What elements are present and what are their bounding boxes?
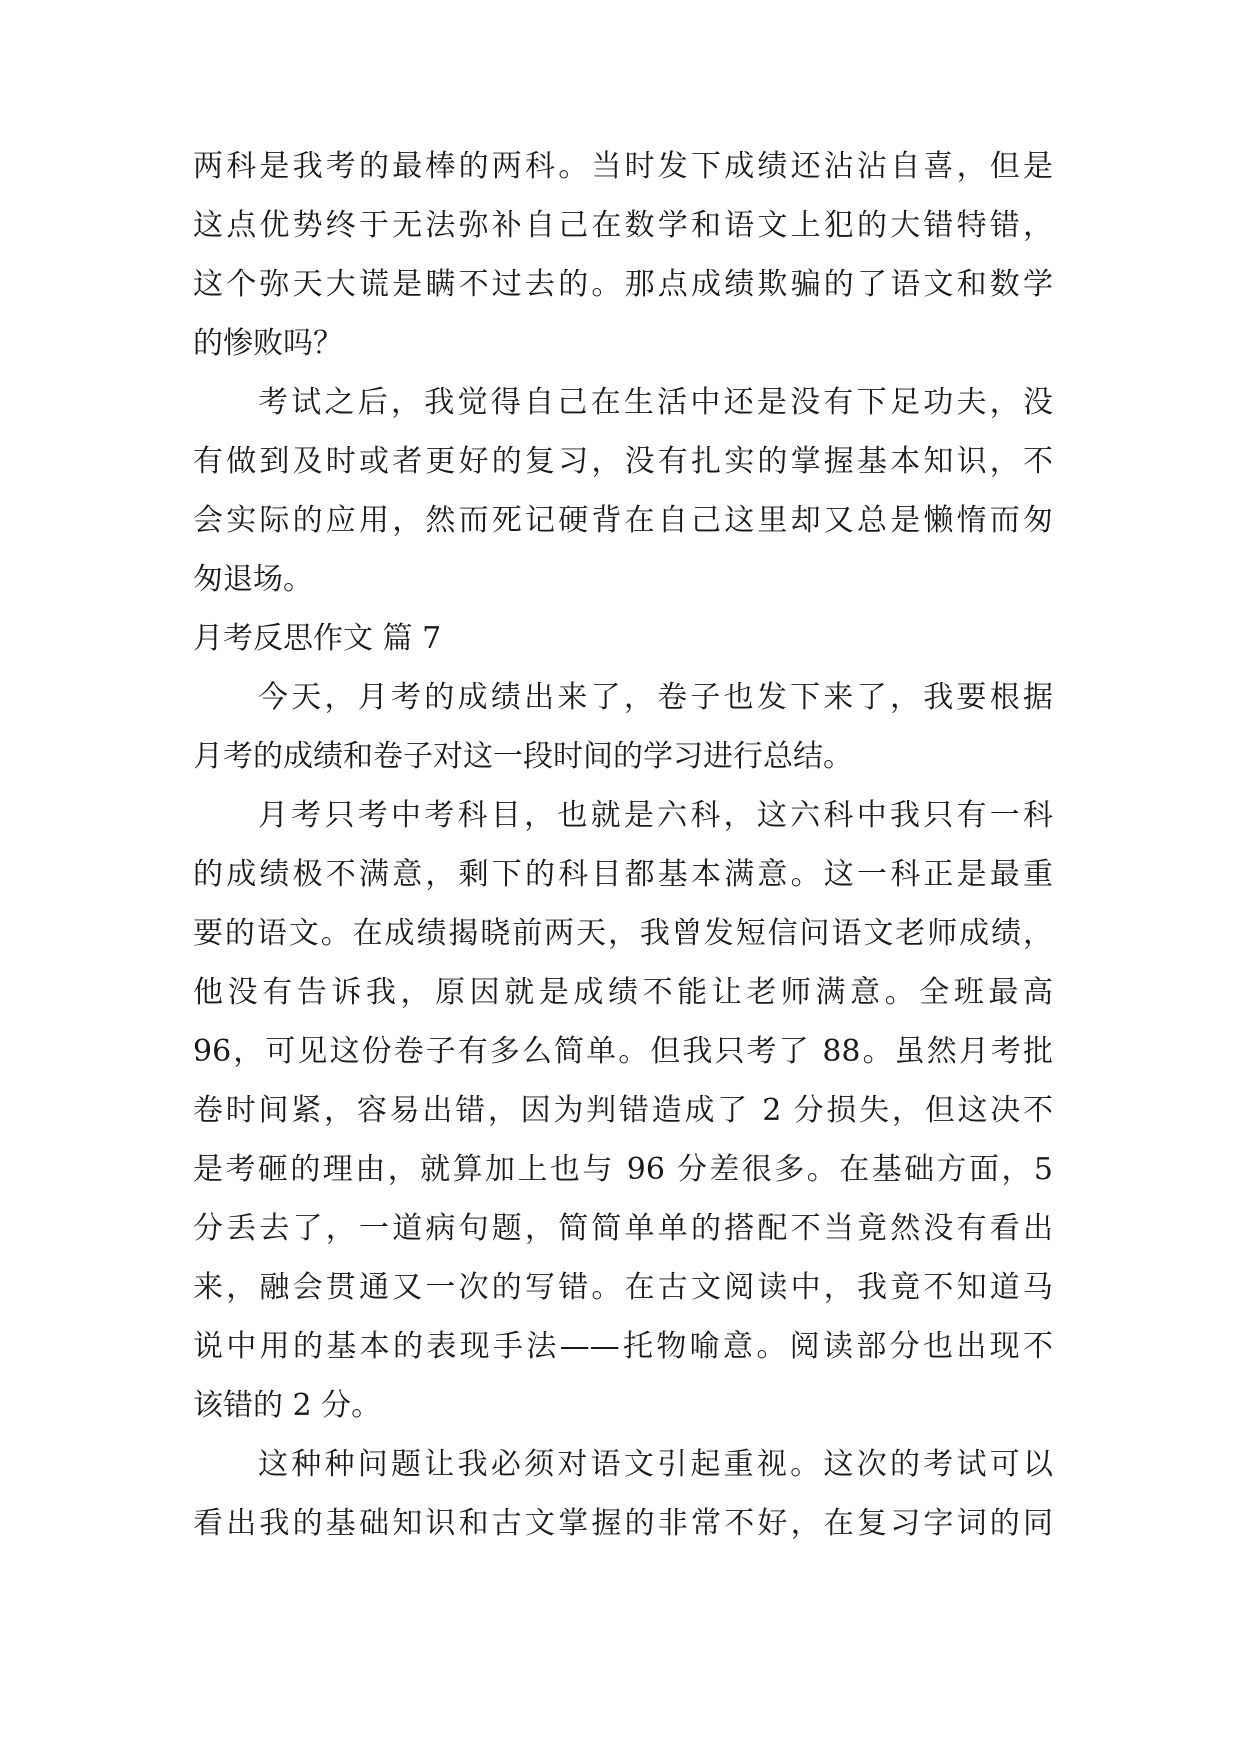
text-line: 的惨败吗？ — [193, 326, 343, 361]
text-line: 说中用的基本的表现手法——托物喻意。阅读部分也出现不 — [193, 1329, 1053, 1364]
text-line: 该错的 2 分。 — [193, 1388, 382, 1423]
text-line: 是考砸的理由，就算加上也与 96 分差很多。在基础方面，5 — [193, 1152, 1053, 1187]
paragraph-first-line: 今天，月考的成绩出来了，卷子也发下来了，我要根据 — [258, 680, 1053, 715]
text-line: 他没有告诉我，原因就是成绩不能让老师满意。全班最高 — [193, 975, 1053, 1010]
text-line: 会实际的应用，然而死记硬背在自己这里却又总是懒惰而匆 — [193, 503, 1053, 538]
text-line: 要的语文。在成绩揭晓前两天，我曾发短信问语文老师成绩， — [193, 916, 1053, 951]
text-line: 月考的成绩和卷子对这一段时间的学习进行总结。 — [193, 739, 853, 774]
text-line: 的成绩极不满意，剩下的科目都基本满意。这一科正是最重 — [193, 857, 1053, 892]
text-line: 分丢去了，一道病句题，简简单单的搭配不当竟然没有看出 — [193, 1211, 1053, 1246]
text-line: 96，可见这份卷子有多么简单。但我只考了 88。虽然月考批 — [193, 1034, 1053, 1069]
text-line: 这个弥天大谎是瞒不过去的。那点成绩欺骗的了语文和数学 — [193, 267, 1053, 302]
text-line: 两科是我考的最棒的两科。当时发下成绩还沾沾自喜，但是 — [193, 149, 1053, 184]
text-line: 有做到及时或者更好的复习，没有扎实的掌握基本知识，不 — [193, 444, 1053, 479]
text-line: 看出我的基础知识和古文掌握的非常不好，在复习字词的同 — [193, 1506, 1053, 1541]
text-line: 卷时间紧，容易出错，因为判错造成了 2 分损失，但这决不 — [193, 1093, 1053, 1128]
paragraph-first-line: 这种种问题让我必须对语文引起重视。这次的考试可以 — [258, 1447, 1053, 1482]
text-line: 来，融会贯通又一次的写错。在古文阅读中，我竟不知道马 — [193, 1270, 1053, 1305]
text-line: 这点优势终于无法弥补自己在数学和语文上犯的大错特错， — [193, 208, 1053, 243]
paragraph-first-line: 月考只考中考科目，也就是六科，这六科中我只有一科 — [258, 798, 1053, 833]
paragraph-first-line: 考试之后，我觉得自己在生活中还是没有下足功夫，没 — [258, 385, 1053, 420]
section-heading: 月考反思作文 篇 7 — [193, 621, 442, 656]
text-line: 匆退场。 — [193, 562, 313, 597]
